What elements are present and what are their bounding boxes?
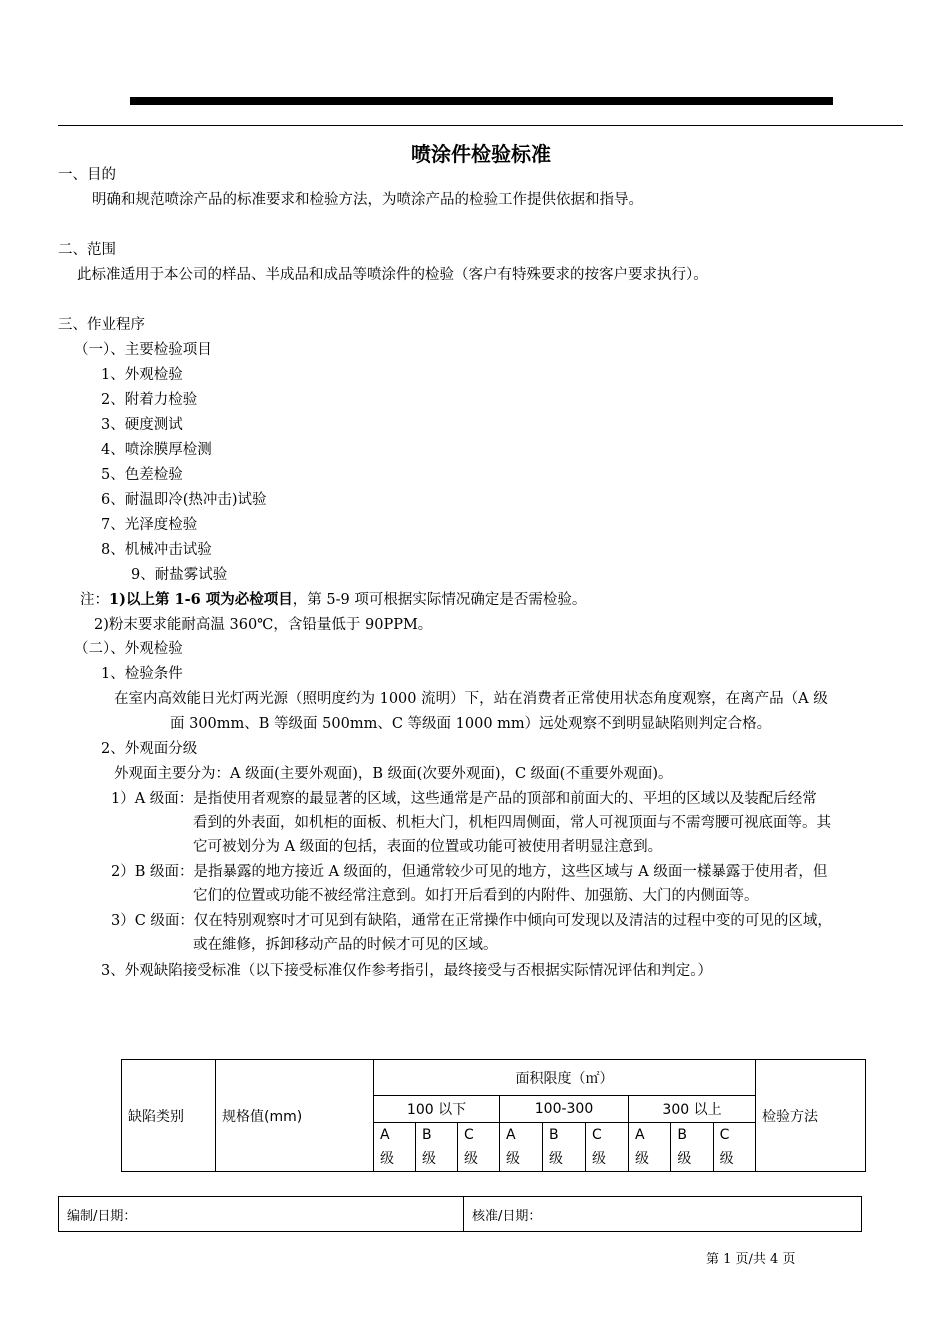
table-header-grade — [458, 1123, 500, 1172]
table-header-grade — [374, 1123, 416, 1172]
list-item: 7、光泽度检验 — [101, 517, 198, 533]
grade-b-line: 2）B 级面：是指暴露的地方接近 A 级面的，但通常较少可见的地方，这些区域与 A 级面一樣暴露于使用者，但 — [111, 864, 828, 880]
page-title: 喷涂件检验标准 — [411, 142, 551, 166]
subsection-main-items-heading: （一）、主要检验项目 — [74, 342, 212, 358]
grade-letter: A — [506, 1127, 516, 1143]
grade-suffix: 级 — [506, 1151, 520, 1167]
section-scope-body: 此标准适用于本公司的样品、半成品和成品等喷涂件的检验（客户有特殊要求的按客户要求执行）。 — [77, 267, 708, 283]
grade-letter: B — [549, 1127, 559, 1143]
compiled-by-date-field: 编制/日期： — [59, 1197, 464, 1232]
grade-c-line: 3）C 级面：仅在特别观察吋才可见到有缺陷，通常在正常操作中倾向可发现以及清洁的过程中变的可见的区域， — [111, 913, 832, 929]
table-header-grade — [629, 1123, 671, 1172]
approved-by-date-field: 核准/日期： — [464, 1197, 862, 1232]
grade-letter: A — [635, 1127, 645, 1143]
table-header-inspection-method: 检验方法 — [756, 1060, 866, 1172]
surface-grading-intro: 外观面主要分为：A 级面(主要外观面)，B 级面(次要外观面)，C 级面(不重要外观面)。 — [114, 766, 673, 782]
grade-letter: C — [464, 1127, 474, 1143]
grade-suffix: 级 — [635, 1151, 649, 1167]
acceptance-criteria-heading: 3、外观缺陷接受标准（以下接受标准仅作参考指引，最终接受与否根据实际情况评估和判定。） — [101, 963, 712, 979]
grade-c-line: 或在維修，拆卸移动产品的时候才可见的区域。 — [193, 937, 498, 953]
note-line-1 — [80, 589, 586, 611]
inspection-conditions-heading: 1、检验条件 — [101, 666, 183, 682]
list-item: 2、附着力检验 — [101, 392, 198, 408]
grade-suffix: 级 — [592, 1151, 606, 1167]
table-header-grade — [586, 1123, 629, 1172]
grade-suffix: 级 — [677, 1151, 692, 1167]
list-item: 3、硬度测试 — [101, 417, 183, 433]
note-prefix: 注： — [80, 592, 109, 608]
table-header-grade — [671, 1123, 713, 1172]
inspection-conditions-line: 面 300mm、B 等级面 500mm、C 等级面 1000 mm）远处观察不到明显缺陷则判定合格。 — [170, 716, 772, 732]
table-header-area-limit: 面积限度（㎡） — [374, 1060, 756, 1096]
list-item: 6、耐温即冷(热冲击)试验 — [101, 492, 267, 508]
grade-a-line: 看到的外表面，如机柜的面板、机柜大门，机柜四周侧面，常人可视顶面与不需弯腰可视底面等。其 — [193, 815, 831, 831]
header-rule-thin — [58, 125, 903, 126]
inspection-conditions-line: 在室内高效能日光灯两光源（照明度约为 1000 流明）下，站在消费者正常使用状态角度观察，在离产品（A 级 — [114, 691, 828, 707]
grade-letter: C — [719, 1127, 730, 1143]
grade-letter: C — [592, 1127, 602, 1143]
grade-suffix: 级 — [422, 1151, 436, 1167]
grade-letter: A — [380, 1127, 390, 1143]
defect-acceptance-table — [121, 1059, 866, 1172]
list-item: 4、喷涂膜厚检测 — [101, 442, 212, 458]
table-header-area-range: 100 以下 — [374, 1096, 500, 1123]
section-scope-heading: 二、范围 — [58, 242, 116, 258]
table-header-area-range: 300 以上 — [629, 1096, 756, 1123]
note-line-2: 2)粉末要求能耐高温 360℃，含铅量低于 90PPM。 — [94, 617, 433, 633]
table-header-grade — [543, 1123, 586, 1172]
grade-a-line: 1）A 级面：是指使用者观察的最显著的区域，这些通常是产品的顶部和前面大的、平坦的区域以及装配后经常 — [111, 791, 817, 807]
list-item: 9、耐盐雾试验 — [131, 567, 228, 583]
grade-suffix: 级 — [464, 1151, 478, 1167]
header-rule-thick — [130, 97, 833, 105]
grade-suffix: 级 — [719, 1151, 734, 1167]
list-item: 5、色差检验 — [101, 467, 183, 483]
section-purpose-heading: 一、目的 — [58, 167, 116, 183]
page-number: 第 1 页/共 4 页 — [706, 1252, 796, 1267]
table-header-grade — [500, 1123, 543, 1172]
table-header-defect-category: 缺陷类别 — [122, 1060, 216, 1172]
note-emphasis: 1)以上第 1-6 项为必检项目 — [109, 591, 293, 608]
list-item: 1、外观检验 — [101, 367, 183, 383]
note-rest: ，第 5-9 项可根据实际情况确定是否需检验。 — [292, 592, 587, 608]
grade-letter: B — [422, 1127, 432, 1143]
section-purpose-body: 明确和规范喷涂产品的标准要求和检验方法，为喷涂产品的检验工作提供依据和指导。 — [92, 192, 643, 208]
grade-letter: B — [677, 1127, 687, 1143]
list-item: 8、机械冲击试验 — [101, 542, 212, 558]
table-header-grade — [713, 1123, 755, 1172]
grade-b-line: 它们的位置或功能不被经常注意到。如打开后看到的内附件、加强筋、大门的内侧面等。 — [193, 888, 759, 904]
table-header-spec-value: 规格值(mm) — [216, 1060, 374, 1172]
subsection-appearance-heading: （二）、外观检验 — [74, 641, 183, 657]
table-header-area-range: 100-300 — [500, 1096, 629, 1123]
grade-suffix: 级 — [549, 1151, 563, 1167]
table-header-grade — [416, 1123, 458, 1172]
signoff-table — [58, 1196, 862, 1232]
grade-a-line: 它可被划分为 A 级面的包括，表面的位置或功能可被使用者明显注意到。 — [193, 839, 663, 855]
surface-grading-heading: 2、外观面分级 — [101, 741, 198, 757]
section-procedure-heading: 三、作业程序 — [58, 317, 145, 333]
grade-suffix: 级 — [380, 1151, 394, 1167]
